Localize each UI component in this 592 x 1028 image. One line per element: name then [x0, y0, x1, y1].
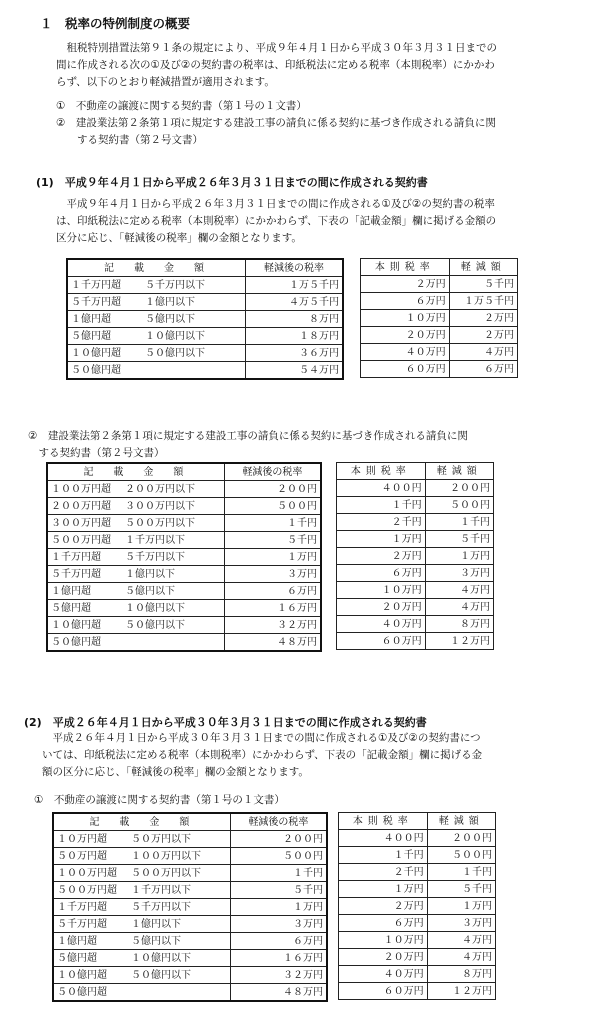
standard-rate: ２万円 — [361, 276, 450, 293]
reduction-amount: ４万円 — [427, 932, 495, 949]
amount-upper: １０億円以下 — [131, 952, 191, 964]
amount-range — [53, 933, 230, 950]
reduction-amount: ２万円 — [449, 310, 517, 327]
amount-upper: ５０億円以下 — [145, 347, 205, 359]
reduction-amount: ５００円 — [425, 497, 493, 514]
table-row — [337, 480, 494, 497]
header-row — [339, 813, 496, 830]
amount-upper: ５億円以下 — [125, 585, 175, 597]
table-row — [339, 830, 496, 847]
amount-upper: １千万円以下 — [125, 534, 185, 546]
reduction-amount: １万５千円 — [449, 293, 517, 310]
realestate-reduced-table — [52, 812, 328, 1002]
header-row — [337, 463, 494, 480]
reduced-rate: ３６万円 — [246, 345, 343, 362]
amount-range — [53, 984, 230, 1002]
amount-range — [47, 617, 224, 634]
standard-rate: ６万円 — [361, 293, 450, 310]
intro-item: ① 不動産の譲渡に関する契約書（第１号の１文書） — [56, 100, 307, 112]
amount-lower: １０億円超 — [51, 619, 101, 631]
table-row — [67, 311, 343, 328]
table-row — [53, 848, 327, 865]
amount-upper: １億円以下 — [125, 568, 175, 580]
table-row — [337, 531, 494, 548]
amount-range — [67, 362, 246, 380]
table-row — [47, 515, 321, 532]
amount-lower: １千万円超 — [71, 279, 121, 291]
intro-paragraph — [56, 40, 497, 91]
reduced-rate: ８万円 — [246, 311, 343, 328]
table-row — [337, 633, 494, 650]
table-row — [53, 865, 327, 882]
reduction-amount: ２００円 — [425, 480, 493, 497]
table-row — [339, 881, 496, 898]
header-amount: 記 載 金 額 — [53, 813, 230, 831]
reduced-rate: １万５千円 — [246, 277, 343, 294]
table-row — [67, 294, 343, 311]
reduction-amount: ５千円 — [425, 531, 493, 548]
reduced-rate: １万円 — [224, 549, 321, 566]
table-row — [337, 514, 494, 531]
intro-line: 租税特別措置法第９１条の規定により、平成９年４月１日から平成３０年３月３１日までの — [56, 42, 497, 54]
reduction-amount: ８万円 — [425, 616, 493, 633]
amount-upper: ５億円以下 — [145, 313, 195, 325]
amount-range — [53, 831, 230, 848]
table-row — [339, 898, 496, 915]
period2-paragraph — [42, 730, 482, 781]
amount-upper: ５千万円以下 — [131, 901, 191, 913]
amount-lower: ３００万円超 — [51, 517, 111, 529]
amount-upper: １００万円以下 — [131, 850, 201, 862]
amount-range — [67, 294, 246, 311]
standard-rate: ２万円 — [337, 548, 426, 565]
amount-upper: ２００万円以下 — [125, 483, 195, 495]
amount-upper: ５千万円以下 — [125, 551, 185, 563]
amount-range — [47, 498, 224, 515]
amount-range — [47, 532, 224, 549]
table-row — [67, 345, 343, 362]
reduced-rate: ３万円 — [224, 566, 321, 583]
table-row — [361, 276, 518, 293]
table-row — [339, 847, 496, 864]
amount-range — [53, 899, 230, 916]
table-row — [47, 481, 321, 498]
period1-line: は、印紙税法に定める税率（本則税率）にかかわらず、下表の「記載金額」欄に掲げる金額の — [56, 215, 497, 227]
amount-range — [53, 848, 230, 865]
table-row — [337, 548, 494, 565]
amount-range — [47, 634, 224, 652]
amount-range — [53, 916, 230, 933]
amount-upper: １０億円以下 — [145, 330, 205, 342]
reduction-amount: ５００円 — [427, 847, 495, 864]
amount-upper: １千万円以下 — [131, 884, 191, 896]
amount-lower: １億円超 — [71, 313, 111, 325]
reduction-amount: ２００円 — [427, 830, 495, 847]
intro-item: する契約書（第２号文書） — [56, 134, 203, 146]
intro-line: 間に作成される次の①及び②の契約書の税率は、印紙税法に定める税率（本則税率）にかかわ — [56, 59, 495, 71]
header-reduced-rate: 軽減後の税率 — [230, 813, 327, 831]
reduction-amount: ２万円 — [449, 327, 517, 344]
reduction-amount: １２万円 — [425, 633, 493, 650]
table-row — [53, 950, 327, 967]
amount-lower: １億円超 — [51, 585, 91, 597]
amount-lower: ５千万円超 — [57, 918, 107, 930]
amount-upper: ５億円以下 — [131, 935, 181, 947]
amount-lower: １０億円超 — [57, 969, 107, 981]
table-row — [53, 882, 327, 899]
amount-range — [47, 583, 224, 600]
header-standard-rate: 本則税率 — [339, 813, 428, 830]
amount-lower: ５億円超 — [71, 330, 111, 342]
standard-rate: ２０万円 — [337, 599, 426, 616]
standard-rate: ２０万円 — [339, 949, 428, 966]
period1-title: (1) 平成９年４月１日から平成２６年３月３１日までの間に作成される契約書 — [36, 176, 428, 189]
table-row — [339, 949, 496, 966]
amount-range — [53, 882, 230, 899]
header-reduction: 軽減額 — [449, 259, 517, 276]
reduction-amount: １万円 — [425, 548, 493, 565]
header-row — [53, 813, 327, 831]
intro-line: らず、以下のとおり軽減措置が適用されます。 — [56, 76, 275, 88]
amount-upper: ５０億円以下 — [131, 969, 191, 981]
amount-range — [53, 865, 230, 882]
amount-range — [47, 515, 224, 532]
period1-line: 平成９年４月１日から平成２６年３月３１日までの間に作成される①及び②の契約書の税率 — [56, 198, 495, 210]
standard-rate: ２万円 — [339, 898, 428, 915]
reduced-rate: ２００円 — [230, 831, 327, 848]
table-row — [361, 310, 518, 327]
amount-range — [53, 967, 230, 984]
amount-upper: ３００万円以下 — [125, 500, 195, 512]
amount-range — [47, 549, 224, 566]
amount-upper: １億円以下 — [145, 296, 195, 308]
header-reduced-rate: 軽減後の税率 — [246, 259, 343, 277]
table-row — [361, 327, 518, 344]
reduced-rate: ５千円 — [224, 532, 321, 549]
standard-rate: ６万円 — [339, 915, 428, 932]
table-row — [339, 983, 496, 1000]
amount-lower: １億円超 — [57, 935, 97, 947]
amount-range — [47, 481, 224, 498]
table-row — [67, 277, 343, 294]
amount-lower: １０億円超 — [71, 347, 121, 359]
table-row — [53, 933, 327, 950]
period2-title: (2) 平成２６年４月１日から平成３０年３月３１日までの間に作成される契約書 — [24, 716, 427, 729]
reduced-rate: ４万５千円 — [246, 294, 343, 311]
period2-line: 平成２６年４月１日から平成３０年３月３１日までの間に作成される①及び②の契約書につ — [42, 732, 481, 744]
construction-title-line: する契約書（第２号文書） — [28, 447, 165, 459]
intro-items — [56, 98, 496, 149]
table-row — [67, 362, 343, 380]
amount-range — [67, 328, 246, 345]
period1-line: 区分に応じ、「軽減後の税率」欄の金額となります。 — [56, 232, 302, 244]
reduced-rate: １万円 — [230, 899, 327, 916]
standard-rate: １万円 — [339, 881, 428, 898]
amount-lower: １０万円超 — [57, 833, 107, 845]
amount-lower: ５千万円超 — [71, 296, 121, 308]
reduced-rate: ６万円 — [230, 933, 327, 950]
amount-lower: ５億円超 — [57, 952, 97, 964]
standard-rate: ４００円 — [339, 830, 428, 847]
amount-lower: １００万円超 — [57, 867, 117, 879]
header-amount: 記 載 金 額 — [47, 463, 224, 481]
amount-lower: ５００万円超 — [57, 884, 117, 896]
reduced-rate: １６万円 — [224, 600, 321, 617]
amount-range — [47, 600, 224, 617]
table-row — [53, 967, 327, 984]
amount-range — [67, 277, 246, 294]
table-row — [361, 293, 518, 310]
amount-lower: ５００万円超 — [51, 534, 111, 546]
standard-rate: ２千円 — [339, 864, 428, 881]
amount-lower: ２００万円超 — [51, 500, 111, 512]
standard-rate: ２０万円 — [361, 327, 450, 344]
amount-upper: １０億円以下 — [125, 602, 185, 614]
standard-rate: １千円 — [339, 847, 428, 864]
reduced-rate: ６万円 — [224, 583, 321, 600]
amount-lower: ５千万円超 — [51, 568, 101, 580]
period2-line: 額の区分に応じ、「軽減後の税率」欄の金額となります。 — [42, 766, 309, 778]
table-row — [337, 616, 494, 633]
reduced-rate: １６万円 — [230, 950, 327, 967]
table-row — [339, 966, 496, 983]
reduced-rate: １８万円 — [246, 328, 343, 345]
amount-upper: ５０億円以下 — [125, 619, 185, 631]
construction-reduced-table — [46, 462, 322, 652]
reduced-rate: ３２万円 — [224, 617, 321, 634]
reduced-rate: ５４万円 — [246, 362, 343, 380]
intro-item: ② 建設業法第２条第１項に規定する建設工事の請負に係る契約に基づき作成される請負に関 — [56, 117, 496, 129]
reduction-amount: ４万円 — [425, 599, 493, 616]
table-row — [47, 549, 321, 566]
realestate-standard-table — [338, 812, 496, 1000]
table-row — [67, 328, 343, 345]
table-row — [47, 600, 321, 617]
period2-line: いては、印紙税法に定める税率（本則税率）にかかわらず、下表の「記載金額」欄に掲げる金 — [42, 749, 483, 761]
standard-rate: ４０万円 — [361, 344, 450, 361]
table-row — [339, 932, 496, 949]
reduced-rate: ２００円 — [224, 481, 321, 498]
standard-rate: １０万円 — [361, 310, 450, 327]
table-row — [47, 566, 321, 583]
table-row — [337, 497, 494, 514]
reduction-amount: １千円 — [425, 514, 493, 531]
amount-lower: ５０億円超 — [57, 986, 107, 998]
table-row — [339, 915, 496, 932]
amount-range — [47, 566, 224, 583]
table-row — [339, 864, 496, 881]
header-reduction: 軽減額 — [425, 463, 493, 480]
standard-rate: ４０万円 — [337, 616, 426, 633]
construction-title-line: ② 建設業法第２条第１項に規定する建設工事の請負に係る契約に基づき作成される請負に関 — [28, 430, 468, 442]
reduced-rate: ３２万円 — [230, 967, 327, 984]
table-row — [361, 361, 518, 378]
standard-rate: ２千円 — [337, 514, 426, 531]
table-row — [337, 565, 494, 582]
reduction-amount: １千円 — [427, 864, 495, 881]
amount-lower: ５０億円超 — [71, 364, 121, 376]
table-row — [53, 899, 327, 916]
reduced-rate: １千円 — [224, 515, 321, 532]
reduction-amount: ５千円 — [427, 881, 495, 898]
header-row — [67, 259, 343, 277]
period1-paragraph — [56, 196, 496, 247]
reduction-amount: ５千円 — [449, 276, 517, 293]
standard-rate: ４０万円 — [339, 966, 428, 983]
table-row — [337, 599, 494, 616]
amount-lower: ５億円超 — [51, 602, 91, 614]
table-row — [337, 582, 494, 599]
header-row — [361, 259, 518, 276]
reduced-rate: ４８万円 — [230, 984, 327, 1002]
reduction-amount: １２万円 — [427, 983, 495, 1000]
amount-range — [67, 311, 246, 328]
reduction-amount: ６万円 — [449, 361, 517, 378]
header-standard-rate: 本則税率 — [337, 463, 426, 480]
header-amount: 記 載 金 額 — [67, 259, 246, 277]
header-standard-rate: 本則税率 — [361, 259, 450, 276]
standard-rate: ６０万円 — [361, 361, 450, 378]
period1-standard-table — [360, 258, 518, 378]
table-row — [47, 617, 321, 634]
reduction-amount: ４万円 — [449, 344, 517, 361]
reduction-amount: ３万円 — [425, 565, 493, 582]
amount-upper: ５０万円以下 — [131, 833, 191, 845]
amount-lower: ５０億円超 — [51, 636, 101, 648]
reduced-rate: ５００円 — [224, 498, 321, 515]
amount-lower: １００万円超 — [51, 483, 111, 495]
amount-upper: ５千万円以下 — [145, 279, 205, 291]
table-row — [47, 532, 321, 549]
reduced-rate: ４８万円 — [224, 634, 321, 652]
header-row — [47, 463, 321, 481]
standard-rate: １０万円 — [337, 582, 426, 599]
reduction-amount: ４万円 — [425, 582, 493, 599]
reduction-amount: １万円 — [427, 898, 495, 915]
amount-upper: １億円以下 — [131, 918, 181, 930]
table-row — [47, 634, 321, 652]
construction-standard-table — [336, 462, 494, 650]
header-reduced-rate: 軽減後の税率 — [224, 463, 321, 481]
construction-title — [28, 428, 468, 462]
standard-rate: ４００円 — [337, 480, 426, 497]
standard-rate: ６０万円 — [337, 633, 426, 650]
table-row — [53, 831, 327, 848]
amount-upper: ５００万円以下 — [125, 517, 195, 529]
reduced-rate: ５００円 — [230, 848, 327, 865]
section-title: １ 税率の特例制度の概要 — [40, 16, 191, 31]
standard-rate: ６０万円 — [339, 983, 428, 1000]
amount-lower: １千万円超 — [57, 901, 107, 913]
standard-rate: ６万円 — [337, 565, 426, 582]
amount-lower: １千万円超 — [51, 551, 101, 563]
table-row — [47, 498, 321, 515]
table-row — [53, 984, 327, 1002]
amount-range — [53, 950, 230, 967]
standard-rate: １千円 — [337, 497, 426, 514]
reduction-amount: ３万円 — [427, 915, 495, 932]
period2-item1-title: ① 不動産の譲渡に関する契約書（第１号の１文書） — [34, 794, 285, 806]
standard-rate: １０万円 — [339, 932, 428, 949]
amount-lower: ５０万円超 — [57, 850, 107, 862]
period1-reduced-table — [66, 258, 344, 380]
amount-range — [67, 345, 246, 362]
standard-rate: １万円 — [337, 531, 426, 548]
header-reduction: 軽減額 — [427, 813, 495, 830]
table-row — [361, 344, 518, 361]
table-row — [53, 916, 327, 933]
table-row — [47, 583, 321, 600]
reduction-amount: ４万円 — [427, 949, 495, 966]
amount-upper: ５００万円以下 — [131, 867, 201, 879]
reduced-rate: ３万円 — [230, 916, 327, 933]
reduction-amount: ８万円 — [427, 966, 495, 983]
reduced-rate: １千円 — [230, 865, 327, 882]
reduced-rate: ５千円 — [230, 882, 327, 899]
